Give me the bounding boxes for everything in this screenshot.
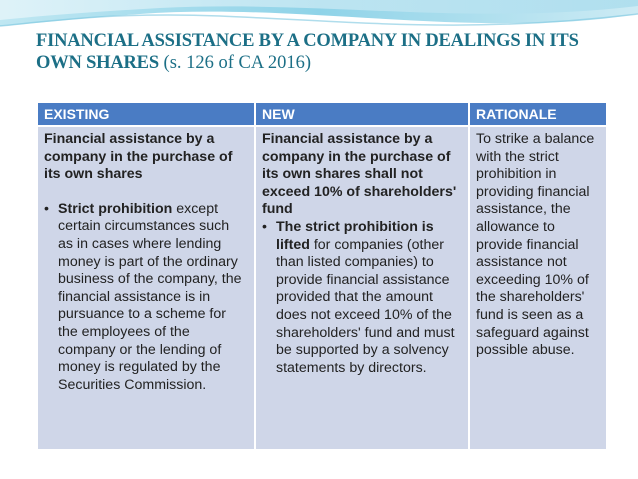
bullet-icon: • bbox=[262, 218, 267, 235]
cell-existing bbox=[38, 126, 255, 449]
slide-title-reference: (s. 126 of CA 2016) bbox=[158, 53, 312, 73]
new-bullet-list bbox=[262, 219, 462, 377]
table-header-row bbox=[38, 103, 606, 126]
cell-new bbox=[255, 126, 469, 449]
list-item bbox=[44, 201, 248, 395]
new-heading: Financial assistance by a company in the purchase of its own shares shall not exceed 10% of shareholders' fund bbox=[262, 131, 457, 218]
existing-bullet-text: except certain circumstances such as in cases where lending money is part of the ordinary business of the company, the financial assistance is in pursuance to a scheme for the employees of the company or the lending of money is regulated by the Securities Commission. bbox=[58, 200, 242, 393]
header-new: NEW bbox=[255, 103, 469, 126]
rationale-text: To strike a balance with the strict prohibition in providing financial assistance, the allowance to provide financial assistance not exceeding 10% of the shareholders' fund is seen as a safeguard against possible abuse. bbox=[476, 131, 595, 359]
new-bullet-bold: The strict prohibition is lifted bbox=[276, 218, 434, 253]
header-rationale: RATIONALE bbox=[469, 103, 606, 126]
existing-bullet-list bbox=[44, 201, 248, 395]
header-existing: EXISTING bbox=[38, 103, 255, 126]
slide-title-main: FINANCIAL ASSISTANCE BY A COMPANY IN DEALINGS IN ITS OWN SHARES bbox=[36, 31, 579, 73]
list-item bbox=[262, 219, 462, 377]
existing-heading: Financial assistance by a company in the purchase of its own shares bbox=[44, 131, 233, 183]
table-row bbox=[38, 126, 606, 449]
existing-bullet-bold: Strict prohibition bbox=[58, 200, 173, 217]
bullet-icon: • bbox=[44, 200, 49, 217]
comparison-table bbox=[38, 103, 606, 449]
cell-rationale bbox=[469, 126, 606, 449]
new-bullet-text: for companies (other than listed companies) to provide financial assistance provided that the amount does not exceed 10% of the shareholders' fund and must be supported by a solvency statements by directors. bbox=[276, 236, 455, 376]
slide-title bbox=[36, 30, 626, 74]
